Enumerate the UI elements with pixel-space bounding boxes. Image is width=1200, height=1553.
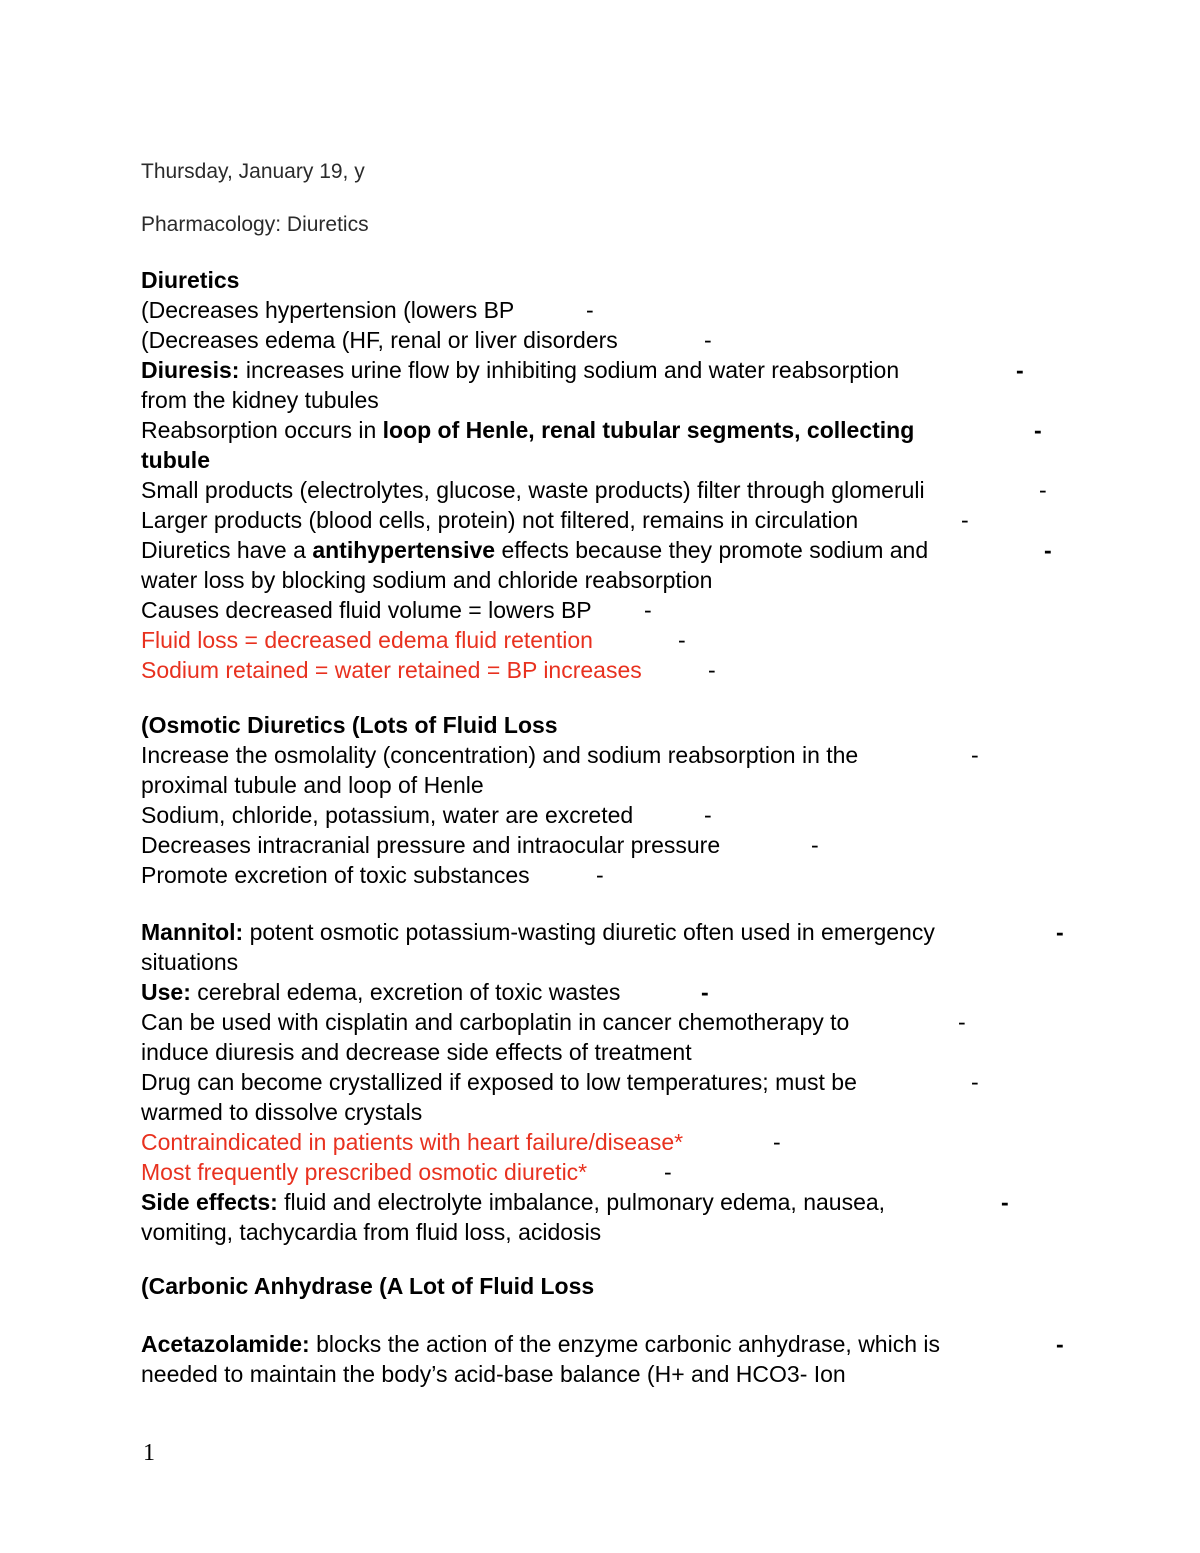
note-line xyxy=(141,445,1081,475)
note-section-4 xyxy=(141,1329,1081,1389)
line-text xyxy=(141,505,858,535)
bold-run: Diuresis: xyxy=(141,357,240,383)
text-run: warmed to dissolve crystals xyxy=(141,1099,423,1125)
bullet-dash: - xyxy=(773,1129,781,1155)
note-line xyxy=(141,625,1081,655)
bullet-dash: - xyxy=(1034,417,1042,443)
note-line xyxy=(141,1217,1081,1247)
note-line xyxy=(141,415,1081,445)
text-run: potent osmotic potassium-wasting diuretic often used in emergency xyxy=(243,919,935,945)
text-run: from the kidney tubules xyxy=(141,387,379,413)
bullet-dash: - xyxy=(958,1009,966,1035)
line-text xyxy=(141,295,514,325)
text-run: Larger products (blood cells, protein) not filtered, remains in circulation xyxy=(141,507,859,533)
text-run: Can be used with cisplatin and carboplatin in cancer chemotherapy to xyxy=(141,1009,850,1035)
line-text xyxy=(141,710,558,740)
text-run: Sodium retained = water retained = BP increases xyxy=(141,657,642,683)
note-line xyxy=(141,1157,1081,1187)
line-text xyxy=(141,800,633,830)
line-text xyxy=(141,475,925,505)
bold-run: antihypertensive xyxy=(312,537,496,563)
line-text xyxy=(141,1271,594,1301)
bold-run: tubule xyxy=(141,447,210,473)
bold-run: Use: xyxy=(141,979,191,1005)
bullet-dash: - xyxy=(708,657,716,683)
text-run: Most frequently prescribed osmotic diuretic* xyxy=(141,1159,588,1185)
note-line xyxy=(141,1067,1081,1097)
note-line xyxy=(141,917,1081,947)
note-line xyxy=(141,1007,1081,1037)
bullet-dash: - xyxy=(704,327,712,353)
line-text xyxy=(141,1037,692,1067)
note-line xyxy=(141,1127,1081,1157)
line-text xyxy=(141,947,238,977)
note-section-1 xyxy=(141,710,1081,890)
note-line xyxy=(141,655,1081,685)
note-line xyxy=(141,710,1081,740)
bullet-dash: - xyxy=(704,802,712,828)
text-run: Reabsorption occurs in xyxy=(141,417,383,443)
line-text xyxy=(141,595,592,625)
line-text xyxy=(141,265,239,295)
bullet-dash: - xyxy=(701,979,709,1005)
note-line xyxy=(141,355,1081,385)
bullet-dash: - xyxy=(971,1069,979,1095)
text-run: fluid and electrolyte imbalance, pulmonary edema, nausea, xyxy=(277,1189,886,1215)
bold-run: loop of Henle, renal tubular segments, collecting xyxy=(382,417,915,443)
note-line xyxy=(141,385,1081,415)
bold-run: (Carbonic Anhydrase (A Lot of Fluid Loss xyxy=(141,1273,595,1299)
text-run: cerebral edema, excretion of toxic wastes xyxy=(190,979,621,1005)
text-run: situations xyxy=(141,949,239,975)
bullet-dash: - xyxy=(586,297,594,323)
note-line xyxy=(141,325,1081,355)
text-run: induce diuresis and decrease side effects of treatment xyxy=(141,1039,692,1065)
note-line xyxy=(141,475,1081,505)
line-text xyxy=(141,535,928,565)
note-line xyxy=(141,535,1081,565)
line-text xyxy=(141,625,593,655)
note-line xyxy=(141,295,1081,325)
line-text xyxy=(141,740,858,770)
line-text xyxy=(141,1217,601,1247)
note-line xyxy=(141,740,1081,770)
line-text xyxy=(141,325,618,355)
line-text xyxy=(141,1359,846,1389)
line-text xyxy=(141,1067,857,1097)
bullet-dash: - xyxy=(1016,357,1024,383)
note-line xyxy=(141,860,1081,890)
bullet-dash: - xyxy=(644,597,652,623)
text-run: Causes decreased fluid volume = lowers BP xyxy=(141,597,592,623)
text-run: Fluid loss = decreased edema fluid retention xyxy=(141,627,593,653)
note-date: Thursday, January 19, y xyxy=(141,160,365,183)
bold-run: Mannitol: xyxy=(141,919,244,945)
bullet-dash: - xyxy=(811,832,819,858)
line-text xyxy=(141,355,899,385)
bold-run: (Osmotic Diuretics (Lots of Fluid Loss xyxy=(141,712,558,738)
line-text xyxy=(141,1007,849,1037)
text-run: vomiting, tachycardia from fluid loss, acidosis xyxy=(141,1219,602,1245)
line-text xyxy=(141,1127,683,1157)
text-run: Decreases intracranial pressure and intraocular pressure xyxy=(141,832,721,858)
text-run: blocks the action of the enzyme carbonic anhydrase, which is xyxy=(309,1331,940,1357)
line-text xyxy=(141,1097,422,1127)
bullet-dash: - xyxy=(1044,537,1052,563)
note-line xyxy=(141,565,1081,595)
bold-run: Diuretics xyxy=(141,267,240,293)
bullet-dash: - xyxy=(678,627,686,653)
line-text xyxy=(141,1157,587,1187)
text-run: Diuretics have a xyxy=(141,537,313,563)
note-line xyxy=(141,595,1081,625)
note-line xyxy=(141,830,1081,860)
bold-run: Acetazolamide: xyxy=(141,1331,310,1357)
note-line xyxy=(141,770,1081,800)
note-section-0 xyxy=(141,265,1081,685)
line-text xyxy=(141,977,620,1007)
text-run: Drug can become crystallized if exposed to low temperatures; must be xyxy=(141,1069,857,1095)
bullet-dash: - xyxy=(961,507,969,533)
note-line xyxy=(141,1359,1081,1389)
text-run: Promote excretion of toxic substances xyxy=(141,862,530,888)
text-run: increases urine flow by inhibiting sodium and water reabsorption xyxy=(239,357,900,383)
note-section-3 xyxy=(141,1271,1081,1301)
bullet-dash: - xyxy=(971,742,979,768)
note-line xyxy=(141,265,1081,295)
note-line xyxy=(141,800,1081,830)
note-line xyxy=(141,1271,1081,1301)
bold-run: Side effects: xyxy=(141,1189,278,1215)
text-run: Small products (electrolytes, glucose, waste products) filter through glomeruli xyxy=(141,477,925,503)
text-run: (Decreases edema (HF, renal or liver disorders xyxy=(141,327,618,353)
text-run: Contraindicated in patients with heart failure/disease* xyxy=(141,1129,684,1155)
note-line xyxy=(141,505,1081,535)
note-line xyxy=(141,1037,1081,1067)
note-line xyxy=(141,1097,1081,1127)
note-section-2 xyxy=(141,917,1081,1247)
note-line xyxy=(141,1329,1081,1359)
note-line xyxy=(141,1187,1081,1217)
line-text xyxy=(141,1329,940,1359)
page-number: 1 xyxy=(143,1440,155,1466)
bullet-dash: - xyxy=(664,1159,672,1185)
line-text xyxy=(141,860,530,890)
note-subject: Pharmacology: Diuretics xyxy=(141,213,369,236)
text-run: water loss by blocking sodium and chloride reabsorption xyxy=(141,567,713,593)
line-text xyxy=(141,655,642,685)
text-run: effects because they promote sodium and xyxy=(495,537,929,563)
line-text xyxy=(141,830,720,860)
bullet-dash: - xyxy=(1056,919,1064,945)
line-text xyxy=(141,385,379,415)
line-text xyxy=(141,1187,885,1217)
text-run: Increase the osmolality (concentration) and sodium reabsorption in the xyxy=(141,742,859,768)
text-run: proximal tubule and loop of Henle xyxy=(141,772,484,798)
text-run: (Decreases hypertension (lowers BP xyxy=(141,297,515,323)
line-text xyxy=(141,415,914,445)
bullet-dash: - xyxy=(1001,1189,1009,1215)
bullet-dash: - xyxy=(1039,477,1047,503)
line-text xyxy=(141,565,712,595)
bullet-dash: - xyxy=(1056,1331,1064,1357)
note-line xyxy=(141,947,1081,977)
line-text xyxy=(141,770,484,800)
line-text xyxy=(141,917,935,947)
line-text xyxy=(141,445,210,475)
text-run: Sodium, chloride, potassium, water are excreted xyxy=(141,802,634,828)
bullet-dash: - xyxy=(596,862,604,888)
text-run: needed to maintain the body’s acid-base balance (H+ and HCO3- Ion xyxy=(141,1361,846,1387)
note-line xyxy=(141,977,1081,1007)
